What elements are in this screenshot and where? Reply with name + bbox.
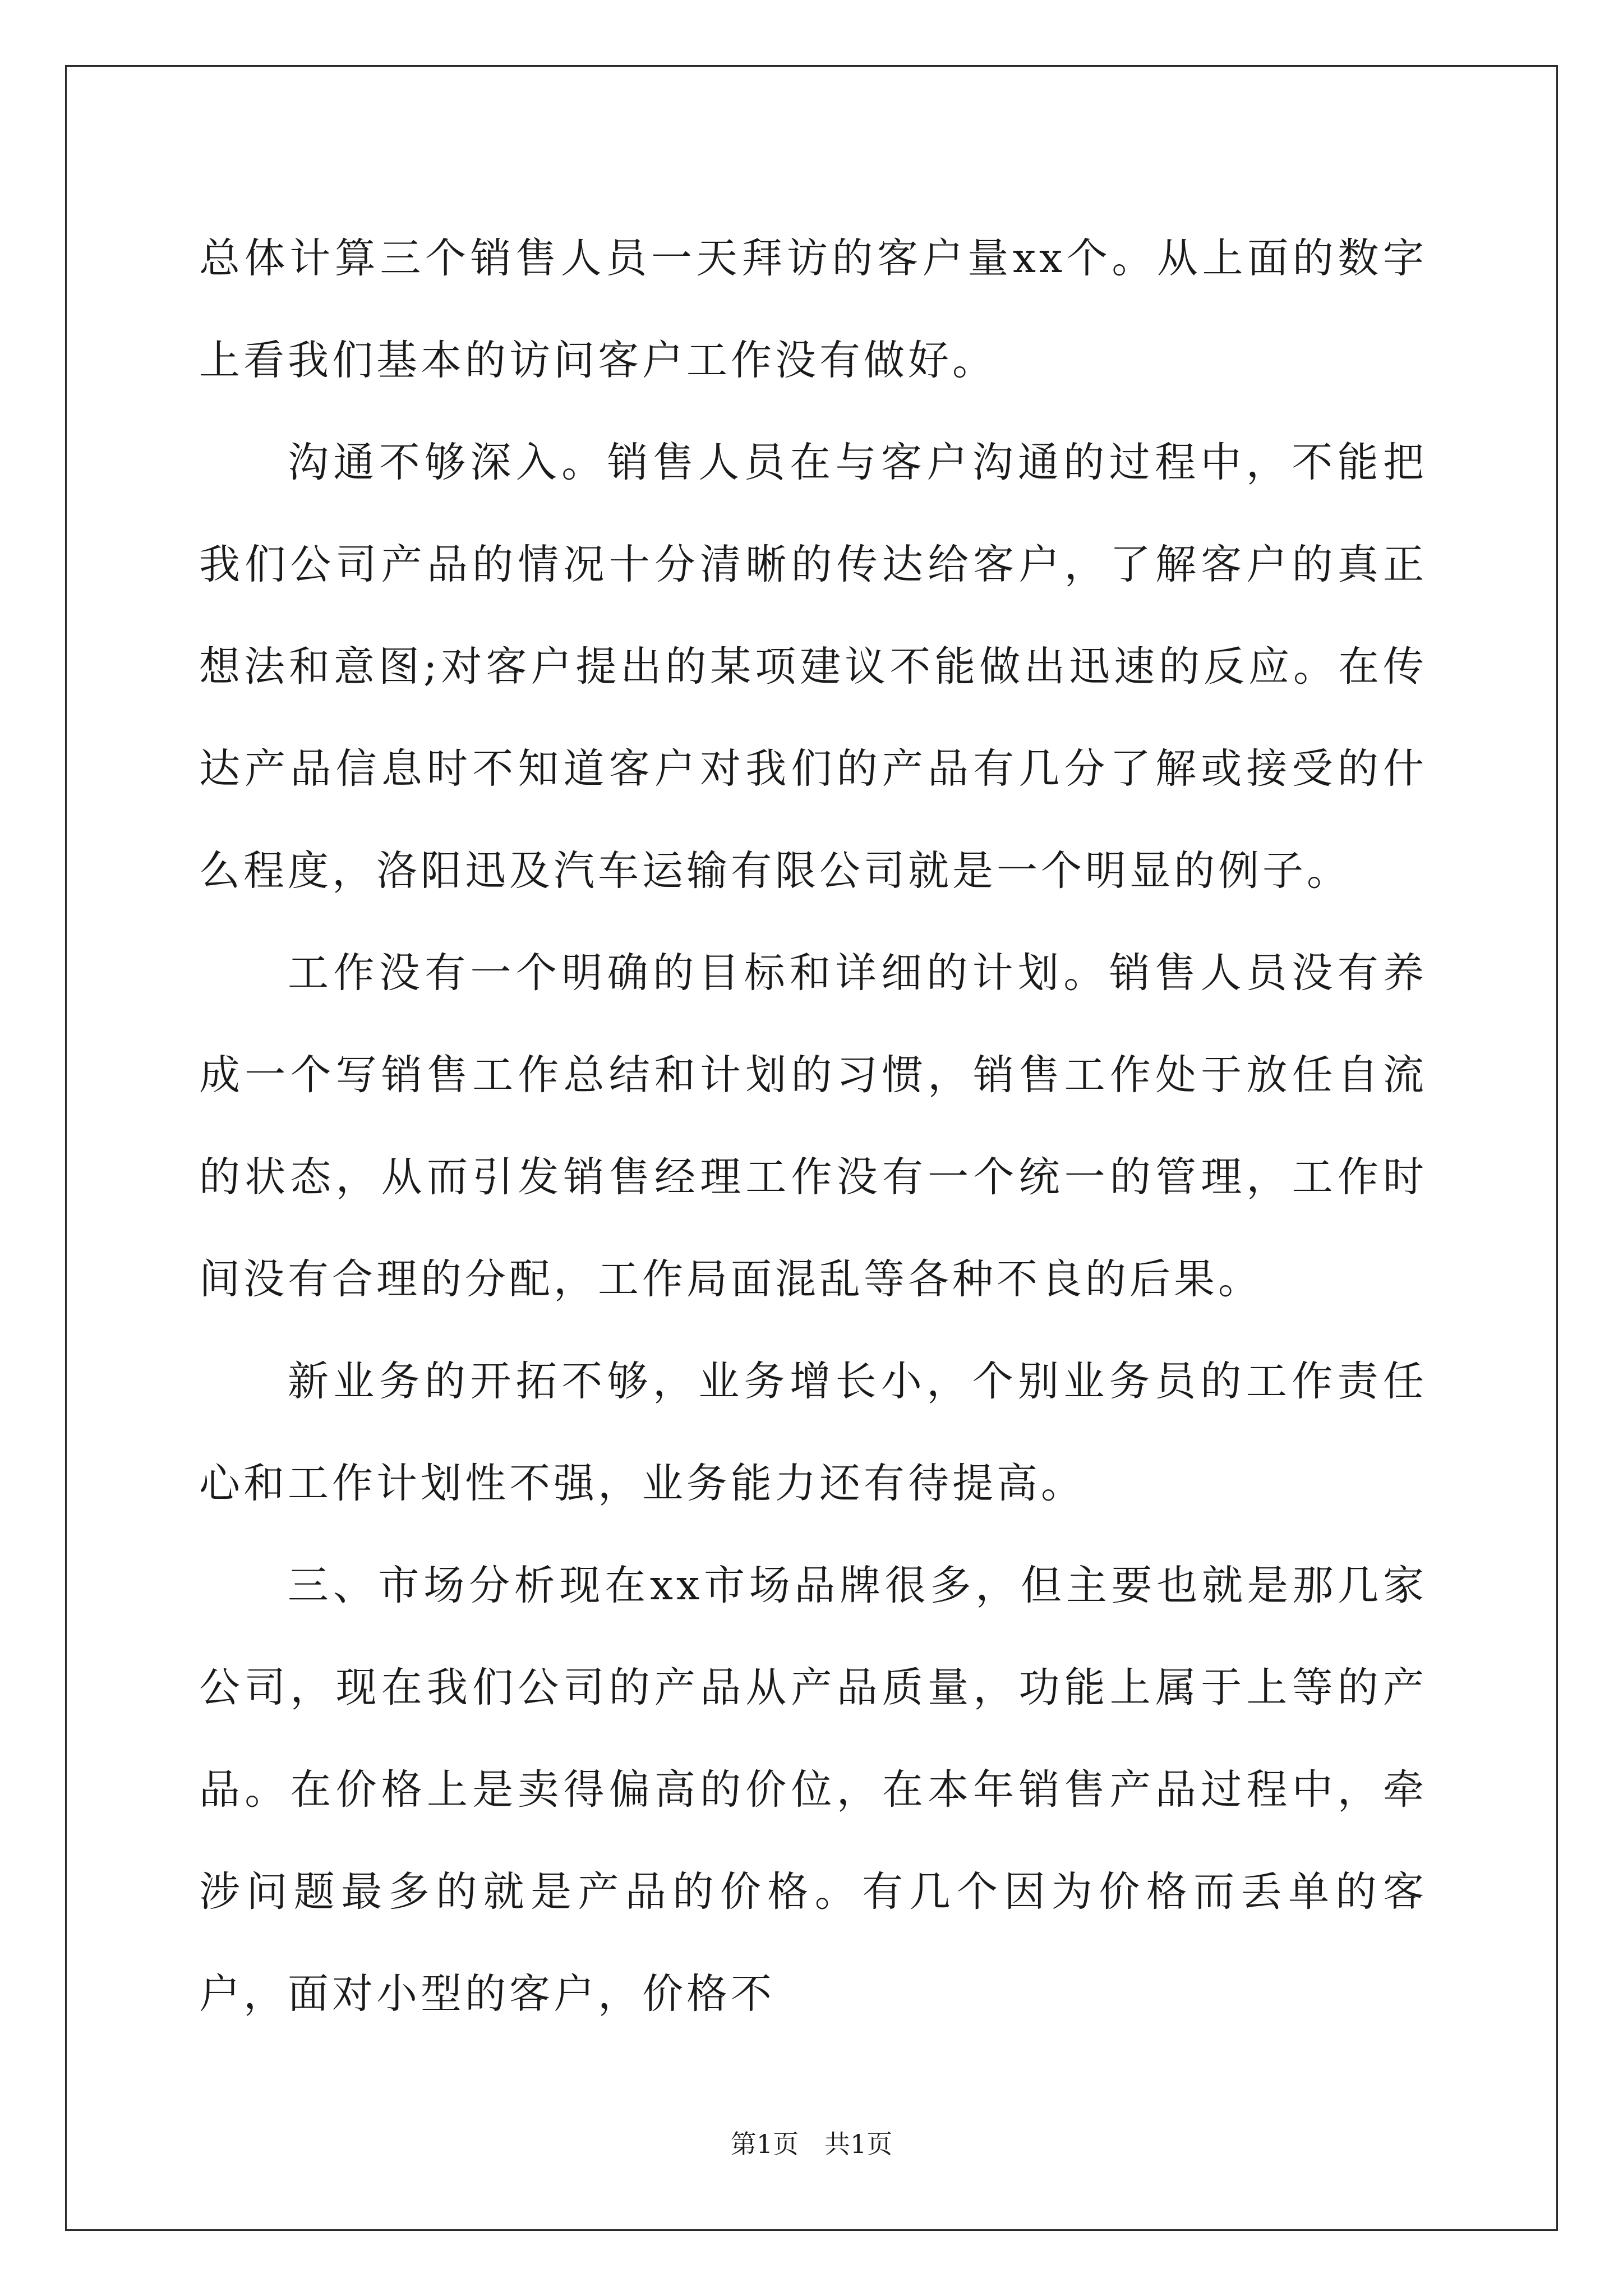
paragraph-3: 工作没有一个明确的目标和详细的计划。销售人员没有养成一个写销售工作总结和计划的习惯，销售工作处于放任自流的状态，从而引发销售经理工作没有一个统一的管理，工作时间没有合理的分配，工作局面混乱等各种不良的后果。	[199, 949, 1427, 1303]
paragraph-2: 沟通不够深入。销售人员在与客户沟通的过程中，不能把我们公司产品的情况十分清晰的传达给客户，了解客户的真正想法和意图;对客户提出的某项建议不能做出迅速的反应。在传达产品信息时不知道客户对我们的产品有几分了解或接受的什么程度，洛阳迅及汽车运输有限公司就是一个明显的例子。	[199, 439, 1427, 895]
paragraph-5: 三、市场分析现在xx市场品牌很多，但主要也就是那几家公司，现在我们公司的产品从产品质量，功能上属于上等的产品。在价格上是卖得偏高的价位，在本年销售产品过程中，牵涉问题最多的就是产品的价格。有几个因为价格而丢单的客户，面对小型的客户，价格不	[199, 1562, 1427, 2018]
paragraph-1: 总体计算三个销售人员一天拜访的客户量xx个。从上面的数字上看我们基本的访问客户工作没有做好。	[199, 234, 1427, 384]
page-number-footer: 第1页 共1页	[730, 2129, 893, 2159]
paragraph-4: 新业务的开拓不够，业务增长小，个别业务员的工作责任心和工作计划性不强，业务能力还有待提高。	[199, 1358, 1427, 1507]
document-body	[199, 208, 1427, 2045]
